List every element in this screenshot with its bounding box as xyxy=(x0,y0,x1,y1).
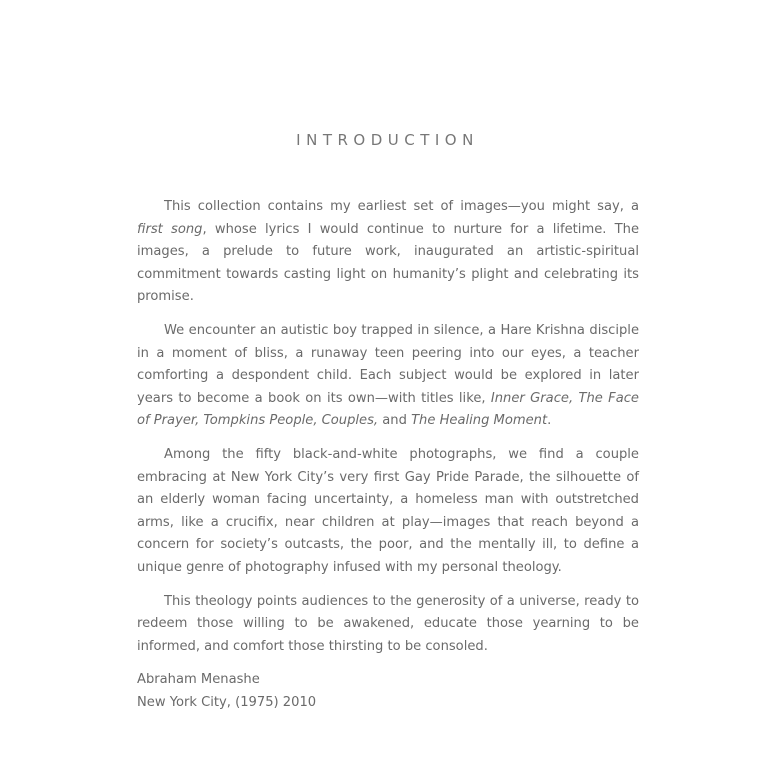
paragraph-text: , whose lyrics I would continue to nurture for a lifetime. The images, a prelude to future work, inaugurated an artistic-spiritual commitment towards casting light on humanity’s plight and celebrating its promise. xyxy=(137,221,639,305)
paragraph-text: We encounter an autistic boy trapped in silence, a Hare Krishna disciple in a moment of bliss, a runaway teen peering into our eyes, a teacher comforting a despondent child. Each subject would be explored in later years to become a book on its own—with titles like, xyxy=(137,322,639,406)
italic-phrase: first song xyxy=(137,221,203,237)
paragraph-3 xyxy=(137,444,639,580)
paragraph-text: This theology points audiences to the generosity of a universe, ready to redeem those willing to be awakened, educate those yearning to be informed, and comfort those thirsting to be consoled. xyxy=(137,593,639,654)
italic-book-title: The Healing Moment xyxy=(411,413,548,429)
introduction-body xyxy=(137,196,639,714)
page-heading: INTRODUCTION xyxy=(296,131,479,149)
italic-book-titles: Inner Grace, The Face of Prayer, Tompkins People, Couples, xyxy=(137,390,639,429)
paragraph-text: . xyxy=(547,413,552,429)
signature-name: Abraham Menashe xyxy=(137,672,260,688)
paragraph-2 xyxy=(137,320,639,433)
paragraph-text: This collection contains my earliest set of images—you might say, a xyxy=(164,199,639,214)
paragraph-4 xyxy=(137,591,639,659)
paragraph-text: and xyxy=(378,413,412,429)
paragraph-text: Among the fifty black-and-white photographs, we find a couple embracing at New York City’s very first Gay Pride Parade, the silhouette of an elderly woman facing uncertainty, a homeless man with outstretched arms, like a crucifix, near children at play—images that reach beyond a concern for society’s outcasts, the poor, and the mentally ill, to define a unique genre of photography infused with my personal theology. xyxy=(137,446,639,575)
signature-place-date: New York City, (1975) 2010 xyxy=(137,694,317,710)
paragraph-1 xyxy=(137,196,639,309)
